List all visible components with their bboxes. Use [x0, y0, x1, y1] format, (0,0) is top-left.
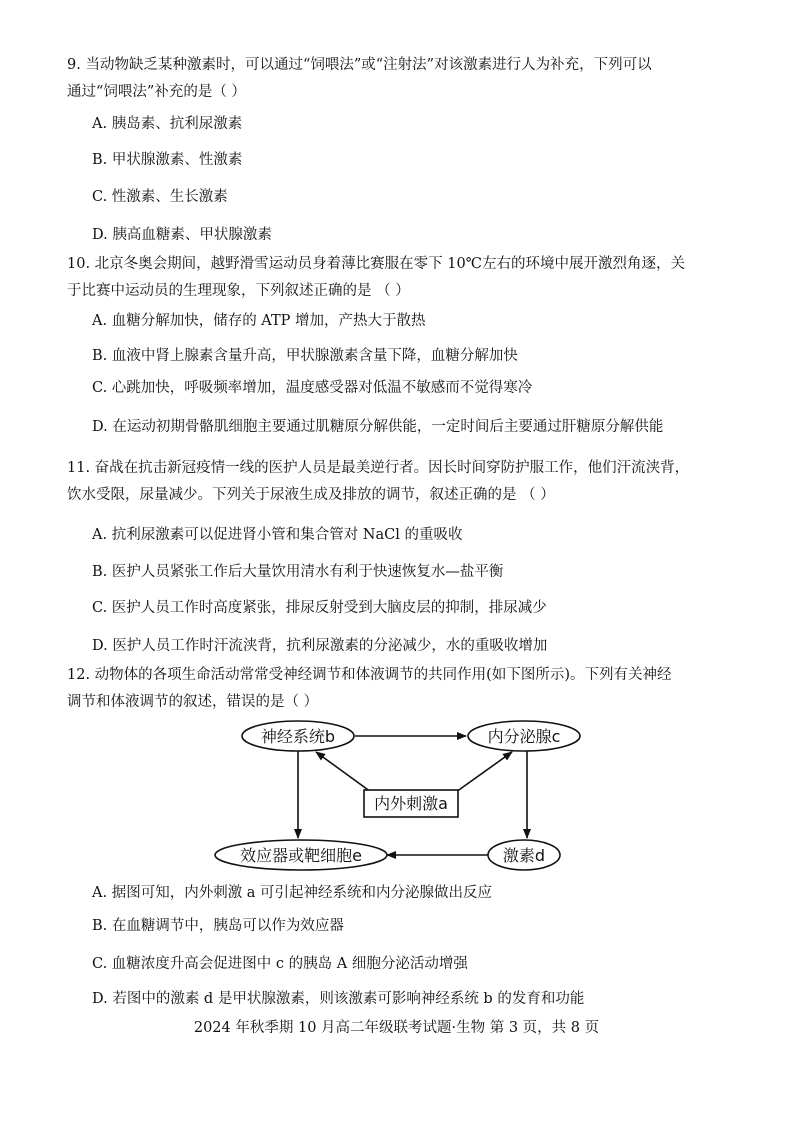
q12-option-b: B. 在血糖调节中，胰岛可以作为效应器 [92, 918, 344, 934]
q9-option-b: B. 甲状腺激素、性激素 [92, 152, 243, 168]
q11-option-b: B. 医护人员紧张工作后大量饮用清水有利于快速恢复水—盐平衡 [92, 564, 504, 580]
q10-option-a: A. 血糖分解加快，储存的 ATP 增加，产热大于散热 [92, 313, 426, 329]
q12-option-a: A. 据图可知，内外刺激 a 可引起神经系统和内分泌腺做出反应 [92, 885, 493, 901]
node-stimulus-label: 内外刺激a [374, 794, 448, 813]
q12-stem-line1: 12. 动物体的各项生命活动常常受神经调节和体液调节的共同作用(如下图所示)。下列有关神经 [67, 667, 672, 683]
q10-stem-line2: 于比赛中运动员的生理现象，下列叙述正确的是 （ ） [67, 283, 410, 299]
arrow-stimulus-to-nervous [316, 752, 371, 792]
node-nervous-system-label: 神经系统b [260, 727, 336, 746]
q11-stem-line2: 饮水受限，尿量减少。下列关于尿液生成及排放的调节，叙述正确的是 （ ） [67, 487, 555, 503]
q11-option-d: D. 医护人员工作时汗流浃背，抗利尿激素的分泌减少，水的重吸收增加 [92, 638, 548, 654]
node-hormone-label: 激素d [502, 846, 546, 865]
q10-option-b: B. 血液中肾上腺素含量升高，甲状腺激素含量下降，血糖分解加快 [92, 348, 518, 364]
arrow-stimulus-to-endocrine [456, 752, 512, 792]
q9-option-a: A. 胰岛素、抗利尿激素 [92, 116, 243, 132]
q12-option-c: C. 血糖浓度升高会促进图中 c 的胰岛 A 细胞分泌活动增强 [92, 956, 468, 972]
q11-option-a: A. 抗利尿激素可以促进肾小管和集合管对 NaCl 的重吸收 [92, 527, 463, 543]
q12-option-d: D. 若图中的激素 d 是甲状腺激素，则该激素可影响神经系统 b 的发育和功能 [92, 991, 585, 1007]
q10-option-d: D. 在运动初期骨骼肌细胞主要通过肌糖原分解供能，一定时间后主要通过肝糖原分解供能 [92, 419, 664, 435]
q10-option-c: C. 心跳加快，呼吸频率增加，温度感受器对低温不敏感而不觉得寒冷 [92, 380, 533, 396]
q11-stem-line1: 11. 奋战在抗击新冠疫情一线的医护人员是最美逆行者。因长时间穿防护服工作，他们汗流浃背， [67, 460, 690, 476]
q9-stem-line2: 通过“饲喂法”补充的是（ ） [67, 84, 246, 100]
node-effector-label: 效应器或靶细胞e [240, 846, 362, 865]
q12-stem-line2: 调节和体液调节的叙述，错误的是（ ） [67, 694, 319, 710]
q9-stem-line1: 9. 当动物缺乏某种激素时，可以通过“饲喂法”或“注射法”对该激素进行人为补充，下列可以 [67, 57, 652, 73]
node-endocrine-gland-label: 内分泌腺c [487, 727, 561, 746]
q9-option-c: C. 性激素、生长激素 [92, 189, 228, 205]
q11-option-c: C. 医护人员工作时高度紧张，排尿反射受到大脑皮层的抑制，排尿减少 [92, 600, 547, 616]
q10-stem-line1: 10. 北京冬奥会期间，越野滑雪运动员身着薄比赛服在零下 10℃左右的环境中展开激烈角逐，关 [67, 256, 685, 272]
page-footer: 2024 年秋季期 10 月高二年级联考试题·生物 第 3 页，共 8 页 [193, 1020, 600, 1036]
q9-option-d: D. 胰高血糖素、甲状腺激素 [92, 227, 272, 243]
